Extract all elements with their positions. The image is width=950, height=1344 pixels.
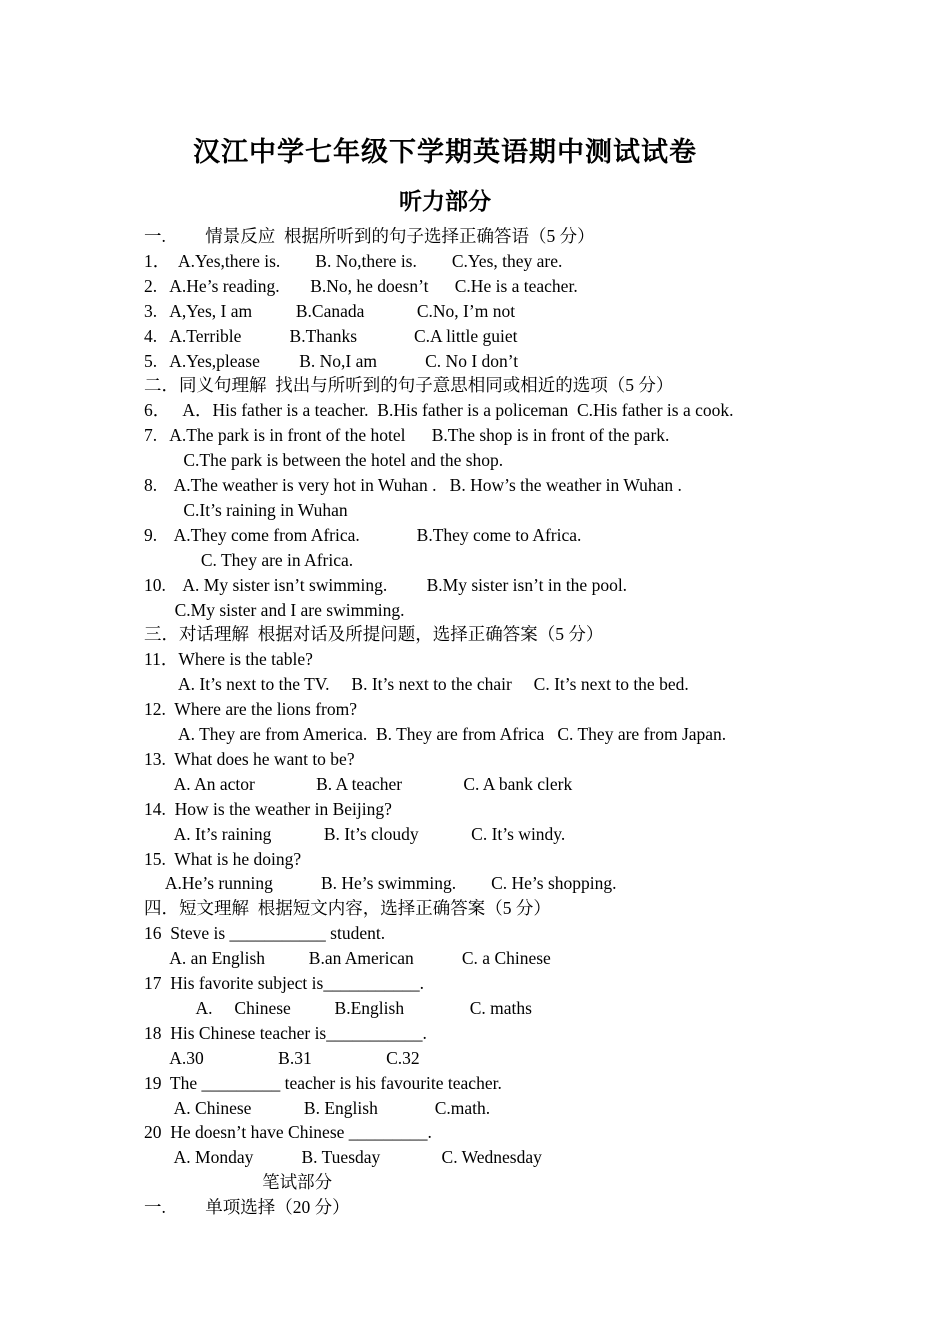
text-line: A. It’s next to the TV. B. It’s next to the chair C. It’s next to the bed. xyxy=(144,674,689,695)
text-line: 20 He doesn’t have Chinese _________. xyxy=(144,1122,432,1143)
document-title: 汉江中学七年级下学期英语期中测试试卷 xyxy=(193,137,697,167)
text-line: 7. A.The park is in front of the hotel B.The shop is in front of the park. xyxy=(144,425,670,446)
text-line: 3. A,Yes, I am B.Canada C.No, I’m not xyxy=(144,300,516,321)
text-line: 三．对话理解 根据对话及所提问题，选择正确答案（5 分） xyxy=(144,624,604,645)
text-line: 2. A.He’s reading. B.No, he doesn’t C.He is a teacher. xyxy=(144,275,578,296)
text-line: C.The park is between the hotel and the shop. xyxy=(144,450,504,471)
text-line: 13. What does he want to be? xyxy=(144,748,355,769)
text-line: A. Chinese B.English C. maths xyxy=(144,997,532,1018)
text-line: 14. How is the weather in Beijing? xyxy=(144,798,392,819)
text-line: A. It’s raining B. It’s cloudy C. It’s windy. xyxy=(144,823,566,844)
text-line: A. An actor B. A teacher C. A bank clerk xyxy=(144,773,573,794)
text-line: 一. 单项选择（20 分） xyxy=(144,1197,350,1218)
text-line: A. Chinese B. English C.math. xyxy=(144,1097,491,1118)
section-subtitle: 听力部分 xyxy=(399,189,491,214)
text-line: 四．短文理解 根据短文内容，选择正确答案（5 分） xyxy=(144,898,551,919)
text-line: 15. What is he doing? xyxy=(144,848,302,869)
text-line: 17 His favorite subject is___________. xyxy=(144,973,424,993)
text-line: C. They are in Africa. xyxy=(144,549,354,570)
text-line: 5. A.Yes,please B. No,I am C. No I don’t xyxy=(144,350,519,371)
text-line: 16 Steve is ___________ student. xyxy=(144,923,386,944)
text-line: 一. 情景反应 根据所听到的句子选择正确答语（5 分） xyxy=(144,226,595,246)
text-line: A.He’s running B. He’s swimming. C. He’s shopping. xyxy=(144,873,617,894)
text-line: 笔试部分 xyxy=(144,1172,333,1193)
text-line: 12. Where are the lions from? xyxy=(144,699,357,720)
text-line: A. Monday B. Tuesday C. Wednesday xyxy=(144,1147,542,1168)
text-line: C.It’s raining in Wuhan xyxy=(144,499,348,520)
text-line: 6． A．His father is a teacher. B.His father is a policeman C.His father is a cook. xyxy=(144,400,734,421)
text-line: 1． A.Yes,there is. B. No,there is. C.Yes, they are. xyxy=(144,250,563,271)
text-line: 4. A.Terrible B.Thanks C.A little guiet xyxy=(144,325,518,346)
text-line: 18 His Chinese teacher is___________. xyxy=(144,1022,427,1043)
text-line: A. an English B.an American C. a Chinese xyxy=(144,948,551,969)
text-line: 10. A. My sister isn’t swimming. B.My sister isn’t in the pool. xyxy=(144,574,628,595)
text-line: A.30 B.31 C.32 xyxy=(144,1047,420,1068)
text-line: 9. A.They come from Africa. B.They come to Africa. xyxy=(144,524,582,545)
text-line: 19 The _________ teacher is his favourite teacher. xyxy=(144,1072,502,1093)
text-line: 8. A.The weather is very hot in Wuhan . B. How’s the weather in Wuhan . xyxy=(144,475,682,495)
text-line: 二．同义句理解 找出与所听到的句子意思相同或相近的选项（5 分） xyxy=(144,375,674,396)
text-line: 11．Where is the table? xyxy=(144,649,313,670)
text-line: A. They are from America. B. They are from Africa C. They are from Japan. xyxy=(144,724,727,744)
text-line: C.My sister and I are swimming. xyxy=(144,599,405,620)
